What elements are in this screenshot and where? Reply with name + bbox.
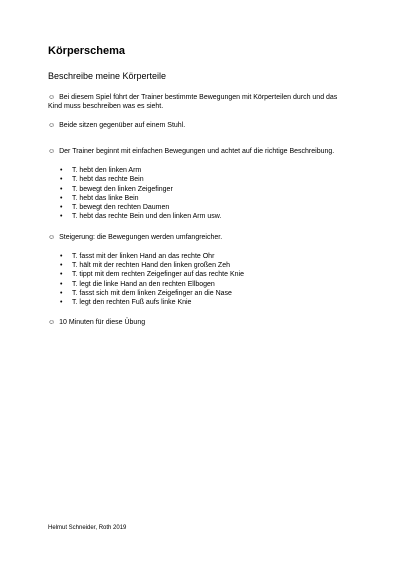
- bullet-icon: •: [60, 185, 63, 193]
- bullet-icon: •: [60, 167, 63, 174]
- list-item: [48, 252, 353, 261]
- smiley-icon: ☺: [48, 233, 56, 241]
- smiley-icon: ☺: [48, 94, 56, 101]
- list-item-text: T. hebt das rechte Bein und den linken Arm usw.: [72, 213, 222, 221]
- list-item-text: T. tippt mit dem rechten Zeigefinger auf das rechte Knie: [72, 271, 244, 279]
- duration-paragraph: [48, 318, 353, 327]
- page-title: Körperschema: [48, 45, 126, 57]
- simple-moves-list: [48, 166, 353, 222]
- list-item-text: T. hebt das rechte Bein: [72, 176, 144, 184]
- trainer-text: Der Trainer beginnt mit einfachen Bewegungen und achtet auf die richtige Beschreibung.: [59, 148, 335, 155]
- bullet-icon: •: [60, 176, 63, 184]
- bullet-icon: •: [60, 299, 63, 307]
- list-item: [48, 261, 353, 270]
- smiley-icon: ☺: [48, 318, 56, 326]
- page-subtitle: Beschreibe meine Körperteile: [48, 71, 167, 81]
- list-item-text: T. hebt den linken Arm: [72, 167, 142, 174]
- duration-text: 10 Minuten für diese Übung: [59, 318, 146, 326]
- list-item-text: T. hält mit der rechten Hand den linken großen Zeh: [72, 262, 230, 270]
- list-item: [48, 185, 353, 194]
- bullet-icon: •: [60, 194, 63, 202]
- bullet-icon: •: [60, 262, 63, 270]
- list-item: [48, 289, 353, 298]
- smiley-icon: ☺: [48, 122, 56, 129]
- list-item: [48, 203, 353, 212]
- complex-moves-list: [48, 252, 353, 308]
- list-item: [48, 270, 353, 279]
- list-item-text: T. legt die linke Hand an den rechten Ellbogen: [72, 280, 215, 288]
- bullet-icon: •: [60, 289, 63, 297]
- bullet-icon: •: [60, 204, 63, 212]
- list-item: [48, 212, 353, 221]
- smiley-icon: ☺: [48, 148, 56, 155]
- escalation-text: Steigerung: die Bewegungen werden umfangreicher.: [59, 233, 223, 241]
- seating-text: Beide sitzen gegenüber auf einem Stuhl.: [59, 122, 186, 129]
- list-item-text: T. fasst mit der linken Hand an das rechte Ohr: [72, 252, 215, 260]
- bullet-icon: •: [60, 213, 63, 221]
- trainer-paragraph: [48, 147, 353, 156]
- list-item-text: T. bewegt den linken Zeigefinger: [72, 185, 173, 193]
- list-item-text: T. legt den rechten Fuß aufs linke Knie: [72, 299, 192, 307]
- list-item-text: T. hebt das linke Bein: [72, 194, 139, 202]
- intro-paragraph: [48, 93, 353, 111]
- list-item: [48, 280, 353, 289]
- bullet-icon: •: [60, 280, 63, 288]
- list-item: [48, 298, 353, 307]
- bullet-icon: •: [60, 271, 63, 279]
- intro-text: Bei diesem Spiel führt der Trainer bestimmte Bewegungen mit Körperteilen durch und das Kind muss beschreiben was es sieht.: [48, 94, 338, 110]
- list-item: [48, 194, 353, 203]
- escalation-paragraph: [48, 233, 353, 242]
- list-item: [48, 175, 353, 184]
- document-content: [48, 44, 353, 327]
- footer-author: Helmut Schneider, Roth 2019: [48, 525, 127, 531]
- list-item-text: T. fasst sich mit dem linken Zeigefinger an die Nase: [72, 289, 232, 297]
- seating-paragraph: [48, 121, 353, 130]
- bullet-icon: •: [60, 252, 63, 260]
- list-item-text: T. bewegt den rechten Daumen: [72, 204, 170, 212]
- list-item: [48, 166, 353, 175]
